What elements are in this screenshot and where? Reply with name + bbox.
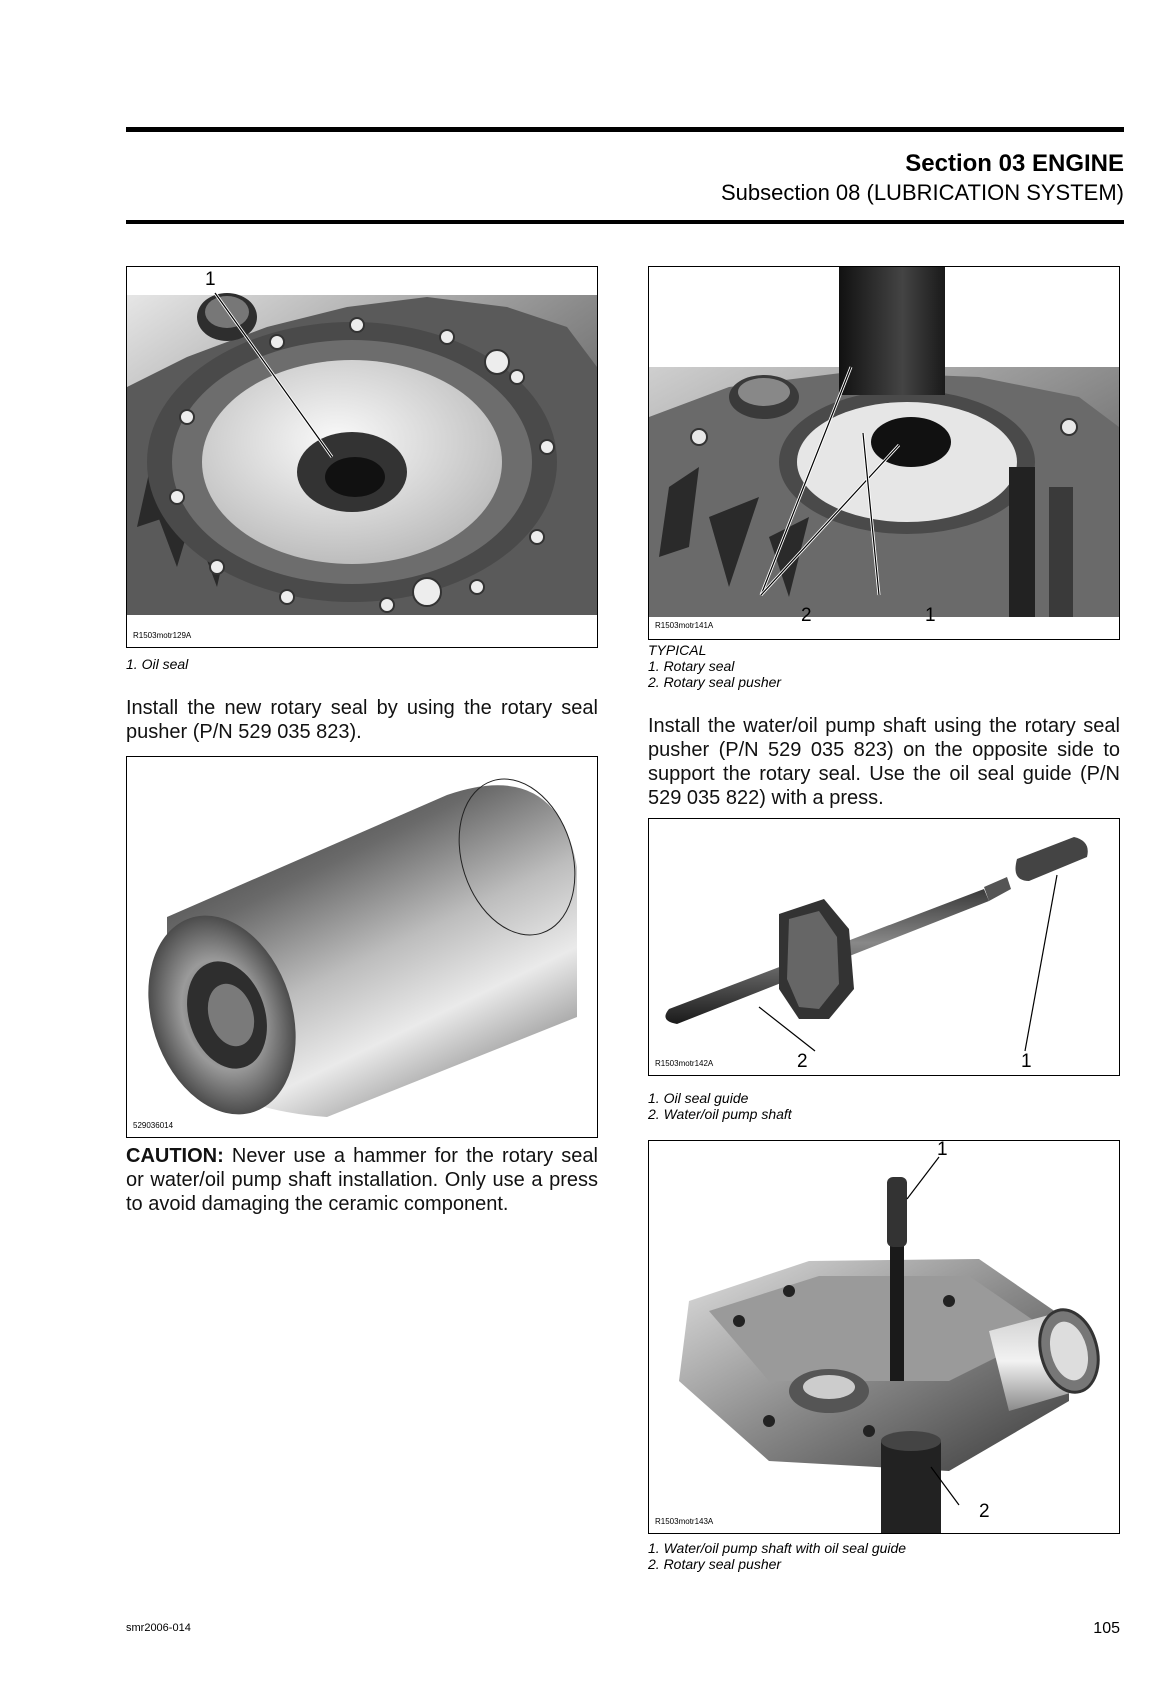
figure-pump-shaft-guide [648,818,1120,1076]
pump-shaft-guide-photo [649,819,1119,1075]
caption-item-2: 2. Rotary seal pusher [648,1556,782,1572]
callout-1: 1 [925,605,936,626]
figure-rotary-seal-install [648,266,1120,640]
header-top-rule [126,127,1124,132]
figure-code: R1503motr129A [133,631,192,640]
caption-item-1: 1. Rotary seal [648,658,735,674]
document-code: smr2006-014 [126,1622,191,1634]
header-bottom-rule [126,220,1124,224]
figure-caption: 1. Oil seal [126,656,189,672]
figure-code: 529036014 [133,1121,174,1130]
page-number: 105 [1093,1620,1120,1637]
callout-1: 1 [1021,1051,1032,1072]
caution-text: Never use a hammer for the rotary seal or water/oil pump shaft installation. Only use a press to avoid damaging the ceramic component. [126,1145,598,1215]
callout-1: 1 [937,1140,948,1160]
caption-item-2: 2. Rotary seal pusher [648,674,782,690]
callout-2: 2 [801,605,812,626]
caption-item-1: 1. Oil seal guide [648,1090,749,1106]
figure-code: R1503motr142A [655,1059,714,1068]
caption-title: TYPICAL [648,642,707,658]
rotary-seal-install-photo [649,267,1119,639]
figure-oil-seal [126,266,598,648]
figure-code: R1503motr143A [655,1517,714,1526]
subsection-title: Subsection 08 (LUBRICATION SYSTEM) [720,180,1124,205]
caption-item-2: 2. Water/oil pump shaft [648,1106,792,1122]
callout-2: 2 [797,1051,808,1072]
callout-2: 2 [979,1501,990,1522]
shaft-assembly-photo [649,1141,1119,1533]
figure-code: R1503motr141A [655,621,714,630]
figure-shaft-assembly [648,1140,1120,1534]
callout-1: 1 [205,269,216,290]
section-title: Section 03 ENGINE [905,150,1124,177]
rotary-seal-pusher-photo [127,757,597,1137]
paragraph-install-pump-shaft: Install the water/oil pump shaft using the rotary seal pusher (P/N 529 035 823) on the opposite side to support the rotary seal. Use the oil seal guide (P/N 529 035 822) with a press. [648,715,1120,809]
caution-label: CAUTION: [126,1145,224,1167]
caption-item-1: 1. Water/oil pump shaft with oil seal guide [648,1540,907,1556]
caution-note [126,1144,598,1216]
figure-rotary-seal-pusher [126,756,598,1138]
paragraph-install-rotary-seal: Install the new rotary seal by using the rotary seal pusher (P/N 529 035 823). [126,697,598,743]
oil-seal-photo [127,267,597,647]
